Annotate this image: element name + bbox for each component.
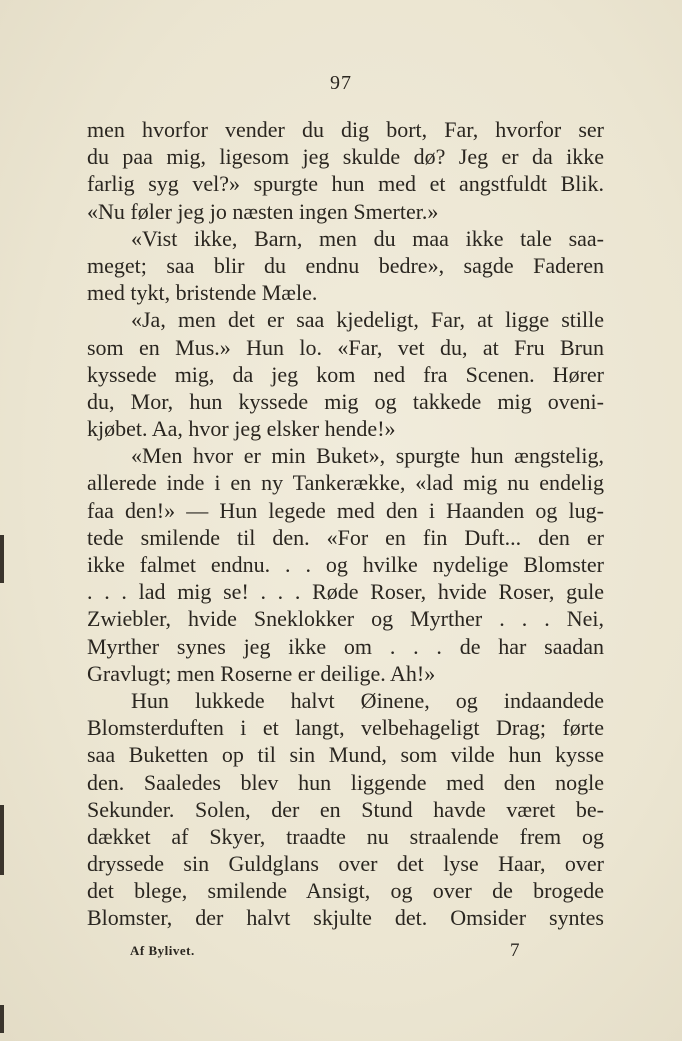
text-line: du paa mig, ligesom jeg skulde dø? Jeg er da ikke — [87, 144, 604, 170]
binding-mark — [0, 535, 4, 583]
text-line: Hun lukkede halvt Øinene, og indaandede — [131, 687, 604, 713]
text-line: Gravlugt; men Roserne er deilige. Ah!» — [87, 660, 436, 686]
text-line: dryssede sin Guldglans over det lyse Haar, over — [87, 851, 604, 877]
binding-mark — [0, 805, 4, 875]
text-line: «Vist ikke, Barn, men du maa ikke tale saa- — [131, 225, 604, 251]
page-footer — [0, 940, 682, 964]
signature-label: Af Bylivet. — [130, 943, 195, 958]
body-text — [87, 116, 604, 932]
text-line: du, Mor, hun kyssede mig og takkede mig oveni- — [87, 388, 604, 414]
text-line: faa den!» — Hun legede med den i Haanden og lug- — [87, 497, 604, 523]
text-line: . . . lad mig se! . . . Røde Roser, hvide Roser, gule — [87, 579, 604, 605]
binding-mark — [0, 1005, 4, 1033]
text-line: «Men hvor er min Buket», spurgte hun ængstelig, — [131, 443, 604, 469]
text-line: allerede inde i en ny Tankerække, «lad mig nu endelig — [87, 470, 604, 496]
signature-number: 7 — [510, 940, 520, 961]
text-line: Blomster, der halvt skjulte det. Omsider syntes — [87, 905, 604, 931]
text-line: «Ja, men det er saa kjedeligt, Far, at ligge stille — [131, 307, 604, 333]
text-line: Blomsterduften i et langt, velbehageligt Drag; førte — [87, 715, 604, 741]
text-line: men hvorfor vender du dig bort, Far, hvorfor ser — [87, 117, 604, 142]
text-line: kjøbet. Aa, hvor jeg elsker hende!» — [87, 416, 396, 442]
text-line: det blege, smilende Ansigt, og over de brogede — [87, 878, 604, 904]
text-line: den. Saaledes blev hun liggende med den nogle — [87, 769, 604, 795]
text-line: saa Buketten op til sin Mund, som vilde hun kysse — [87, 742, 604, 768]
text-line: Zwiebler, hvide Sneklokker og Myrther . . . Nei, — [87, 606, 604, 632]
text-line: tede smilende til den. «For en fin Duft... den er — [87, 524, 604, 550]
text-line: ikke falmet endnu. . . og hvilke nydelige Blomster — [87, 552, 604, 577]
text-line: meget; saa blir du endnu bedre», sagde Faderen — [87, 252, 604, 278]
text-line: farlig syg vel?» spurgte hun med et angstfuldt Blik. — [87, 171, 604, 197]
page-number: 97 — [330, 72, 352, 94]
text-line: dækket af Skyer, traadte nu straalende frem og — [87, 823, 604, 849]
text-line: Sekunder. Solen, der en Stund havde været be- — [87, 796, 604, 822]
text-line: som en Mus.» Hun lo. «Far, vet du, at Fru Brun — [87, 334, 604, 360]
text-line: «Nu føler jeg jo næsten ingen Smerter.» — [87, 198, 439, 224]
text-line: kyssede mig, da jeg kom ned fra Scenen. Hører — [87, 361, 604, 387]
text-line: med tykt, bristende Mæle. — [87, 280, 318, 306]
text-line: Myrther synes jeg ikke om . . . de har saadan — [87, 633, 604, 659]
